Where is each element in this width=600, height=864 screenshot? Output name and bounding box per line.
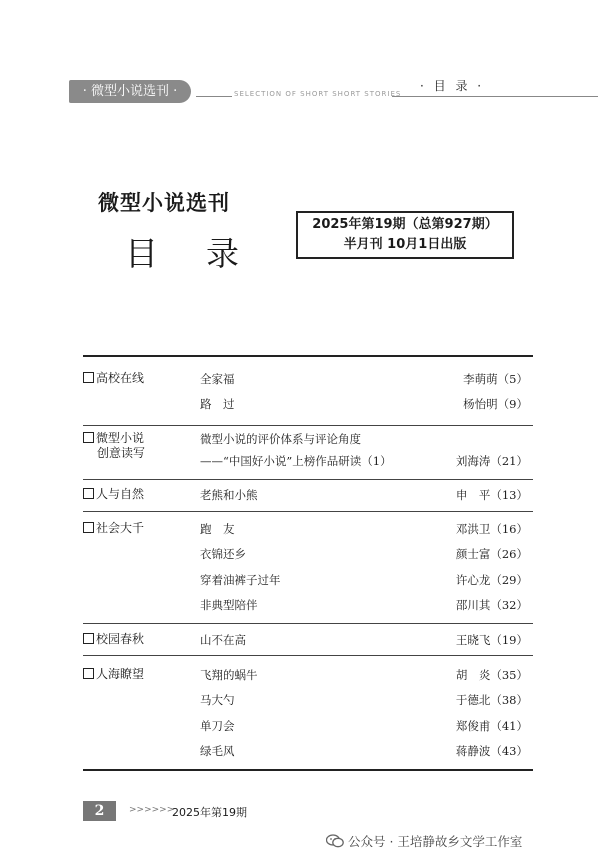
toc-separator [83, 511, 533, 512]
toc-separator [83, 425, 533, 426]
toc-article-title: 全家福 [200, 372, 235, 386]
watermark [326, 832, 522, 850]
checkbox-square-icon [83, 633, 94, 644]
header-rule-right [392, 96, 598, 97]
toc-author-page: 颜士富（26） [455, 547, 528, 561]
toc-separator [83, 623, 533, 624]
page-number: 2 [83, 801, 116, 821]
category-label: 微型小说 [96, 431, 145, 445]
issue-info-box [296, 211, 514, 259]
toc-author-page: 邵川其（32） [455, 598, 528, 612]
header-rule-left [196, 96, 232, 97]
toc-separator [83, 655, 533, 656]
toc-separator [83, 479, 533, 480]
issue-number: 2025年第19期（总第927期） [312, 217, 498, 232]
toc-author-page: 于德北（38） [455, 693, 528, 707]
toc-category [83, 487, 144, 502]
toc-article-title: 绿毛风 [200, 744, 235, 758]
toc-article-title: 非典型陪伴 [200, 598, 258, 612]
wechat-icon [326, 834, 344, 848]
toc-author-page: 许心龙（29） [455, 573, 528, 587]
toc-category [83, 667, 144, 682]
toc-article-title: 路 过 [200, 397, 235, 411]
category-label: 人海瞭望 [96, 667, 145, 681]
magazine-header-badge: · 微型小说选刊 · [69, 80, 191, 103]
toc-article-title: 马大勺 [200, 693, 235, 707]
footer-arrows: >>>>>> [129, 805, 175, 815]
category-label: 人与自然 [96, 487, 145, 501]
toc-author-page: 胡 炎（35） [455, 668, 528, 682]
toc-article-title: 老熊和小熊 [200, 488, 258, 502]
checkbox-square-icon [83, 668, 94, 679]
footer-issue: 2025年第19期 [172, 806, 247, 819]
watermark-text: 公众号 · 王培静故乡文学工作室 [348, 834, 523, 849]
checkbox-square-icon [83, 432, 94, 443]
toc-article-title: 微型小说的评价体系与评论角度 [200, 432, 361, 446]
category-label: 校园春秋 [96, 632, 145, 646]
toc-article-title: 飞翔的蜗牛 [200, 668, 258, 682]
toc-author-page: 蒋静波（43） [455, 744, 528, 758]
toc-article-subtitle: ——“中国好小说”上榜作品研读（1） [200, 454, 392, 468]
category-label: 高校在线 [96, 371, 145, 385]
checkbox-square-icon [83, 372, 94, 383]
toc-bottom-rule [83, 769, 533, 771]
toc-author-page: 杨怡明（9） [463, 397, 528, 411]
toc-article-title: 穿着油裤子过年 [200, 573, 281, 587]
toc-article-title: 跑 友 [200, 522, 235, 536]
header-subtitle: SELECTION OF SHORT SHORT STORIES [234, 90, 402, 98]
toc-author-page: 郑俊甫（41） [455, 719, 528, 733]
magazine-title: 微型小说选刊 [98, 191, 230, 215]
issue-frequency-date: 半月刊 10月1日出版 [343, 237, 467, 252]
toc-author-page: 刘海涛（21） [455, 454, 528, 468]
toc-article-title: 单刀会 [200, 719, 235, 733]
checkbox-square-icon [83, 522, 94, 533]
category-label: 社会大千 [96, 521, 145, 535]
header-section-label: · 目 录 · [420, 79, 485, 93]
toc-article-title: 山不在高 [200, 633, 246, 647]
page-title: 目录 [125, 234, 287, 273]
toc-article-title: 衣锦还乡 [200, 547, 246, 561]
toc-category [83, 632, 144, 647]
toc-author-page: 王晓飞（19） [455, 633, 528, 647]
toc-top-rule [83, 355, 533, 357]
toc-category [83, 431, 145, 461]
checkbox-square-icon [83, 488, 94, 499]
toc-category [83, 371, 144, 386]
toc-author-page: 邓洪卫（16） [455, 522, 528, 536]
toc-author-page: 申 平（13） [455, 488, 528, 502]
toc-category [83, 521, 144, 536]
category-label-line2: 创意读写 [97, 446, 146, 460]
toc-author-page: 李萌萌（5） [463, 372, 528, 386]
